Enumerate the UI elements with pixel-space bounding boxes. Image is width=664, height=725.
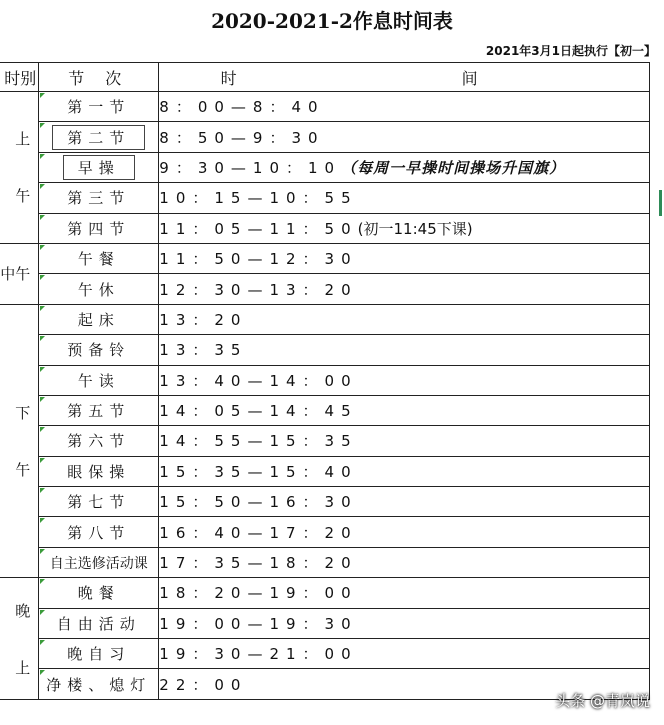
schedule-row [0, 335, 650, 365]
session-time-text: 9：30—10：10 [159, 158, 342, 177]
period-label [0, 92, 39, 244]
session-name [39, 608, 159, 638]
session-name [39, 547, 159, 577]
session-name-text: 晚餐 [77, 584, 120, 603]
period-label [0, 243, 39, 304]
session-name [39, 365, 159, 395]
effective-date-note: 2021年3月1日起执行【初一】 [485, 44, 656, 58]
period-label-char: 上 [15, 658, 31, 677]
session-name-text: 第五节 [67, 402, 131, 421]
page-title: 2020-2021-2作息时间表 [211, 9, 453, 33]
session-name [39, 426, 159, 456]
schedule-row [0, 547, 650, 577]
session-time-text: 14：55—15：35 [159, 432, 358, 451]
session-time [159, 122, 650, 152]
session-note: (初一11:45下课) [357, 219, 473, 238]
session-name-text: 第六节 [67, 432, 131, 451]
session-name-text: 起床 [77, 310, 120, 329]
session-name-text: 午餐 [77, 250, 120, 269]
session-time [159, 243, 650, 273]
schedule-row [0, 639, 650, 669]
schedule-row [0, 608, 650, 638]
session-time-text: 16：40—17：20 [159, 523, 358, 542]
session-time-text: 19：00—19：30 [159, 614, 358, 633]
schedule-row [0, 487, 650, 517]
session-time-text: 13：35 [159, 341, 248, 360]
session-time-text: 12：30—13：20 [159, 280, 358, 299]
session-name [39, 183, 159, 213]
session-name-text: 第三节 [67, 189, 131, 208]
session-name [39, 335, 159, 365]
schedule-row [0, 517, 650, 547]
schedule-table [0, 62, 650, 700]
schedule-row [0, 304, 650, 334]
session-time [159, 487, 650, 517]
schedule-row [0, 183, 650, 213]
session-name [39, 456, 159, 486]
session-time [159, 365, 650, 395]
session-name-text: 午读 [77, 371, 120, 390]
session-time [159, 426, 650, 456]
schedule-row [0, 395, 650, 425]
session-time-text: 11：05—11：50 [159, 219, 358, 238]
session-name-text: 午休 [77, 280, 120, 299]
period-label-char: 午 [15, 187, 31, 206]
session-name-text: 第八节 [67, 523, 131, 542]
header-session: 节 次 [39, 63, 159, 92]
schedule-row [0, 243, 650, 273]
session-name [39, 243, 159, 273]
session-time-text: 19：30—21：00 [159, 645, 358, 664]
period-label-char: 午 [15, 460, 31, 479]
session-name [39, 578, 159, 608]
schedule-row [0, 152, 650, 182]
session-name-text: 第一节 [67, 98, 131, 117]
session-name [39, 487, 159, 517]
session-time [159, 274, 650, 304]
session-time [159, 578, 650, 608]
schedule-row [0, 578, 650, 608]
session-name-text: 预备铃 [67, 341, 131, 360]
selection-marker [659, 190, 662, 216]
schedule-row [0, 426, 650, 456]
session-name-text: 晚自习 [67, 645, 131, 664]
session-note: （每周一早操时间操场升国旗） [341, 158, 566, 177]
session-time [159, 547, 650, 577]
session-name [39, 274, 159, 304]
session-name [39, 122, 159, 152]
session-name-text: 自由活动 [56, 614, 141, 633]
session-name [39, 304, 159, 334]
session-name [39, 669, 159, 699]
session-time [159, 213, 650, 243]
header-time: 时 间 [159, 63, 650, 92]
session-name-text: 自主选修活动课 [49, 555, 148, 572]
schedule-row [0, 122, 650, 152]
session-name [39, 152, 159, 182]
session-time-text: 22：00 [159, 675, 248, 694]
period-label-char: 晚 [15, 601, 31, 620]
schedule-row [0, 92, 650, 122]
period-label [0, 304, 39, 578]
session-time [159, 456, 650, 486]
session-time [159, 335, 650, 365]
watermark [555, 690, 650, 711]
session-time-text: 8：50—9：30 [159, 128, 325, 147]
session-name [39, 395, 159, 425]
session-time-text: 10：15—10：55 [159, 189, 358, 208]
session-time [159, 183, 650, 213]
session-time-text: 14：05—14：45 [159, 402, 358, 421]
session-name-text: 净楼、熄灯 [46, 675, 152, 694]
period-label [0, 578, 39, 700]
schedule-row [0, 456, 650, 486]
period-label-char: 上 [15, 130, 31, 149]
session-time-text: 13：40—14：00 [159, 371, 358, 390]
session-time-text: 18：20—19：00 [159, 584, 358, 603]
watermark-text: 头条 @青岚说 [555, 692, 650, 710]
session-name [39, 517, 159, 547]
schedule-row [0, 669, 650, 699]
session-time-text: 8：00—8：40 [159, 98, 325, 117]
period-label-char: 中午 [0, 265, 31, 284]
session-time-text: 15：50—16：30 [159, 493, 358, 512]
session-time-text: 11：50—12：30 [159, 250, 358, 269]
session-name-text: 眼保操 [67, 462, 131, 481]
session-time [159, 608, 650, 638]
session-time-text: 13：20 [159, 310, 248, 329]
session-time [159, 395, 650, 425]
session-time [159, 517, 650, 547]
session-time [159, 152, 650, 182]
session-name-text: 早操 [63, 155, 135, 180]
period-label-char: 下 [15, 403, 31, 422]
session-time [159, 92, 650, 122]
session-name-text: 第七节 [67, 493, 131, 512]
schedule-row [0, 274, 650, 304]
session-name [39, 639, 159, 669]
session-name [39, 92, 159, 122]
session-name [39, 213, 159, 243]
session-time [159, 304, 650, 334]
session-name-text: 第四节 [67, 219, 131, 238]
session-time [159, 639, 650, 669]
schedule-row [0, 365, 650, 395]
header-category: 时别 [0, 63, 39, 92]
session-time-text: 15：35—15：40 [159, 462, 358, 481]
session-time-text: 17：35—18：20 [159, 554, 358, 573]
schedule-row [0, 213, 650, 243]
session-name-text: 第二节 [52, 125, 145, 150]
header-row [0, 63, 650, 92]
